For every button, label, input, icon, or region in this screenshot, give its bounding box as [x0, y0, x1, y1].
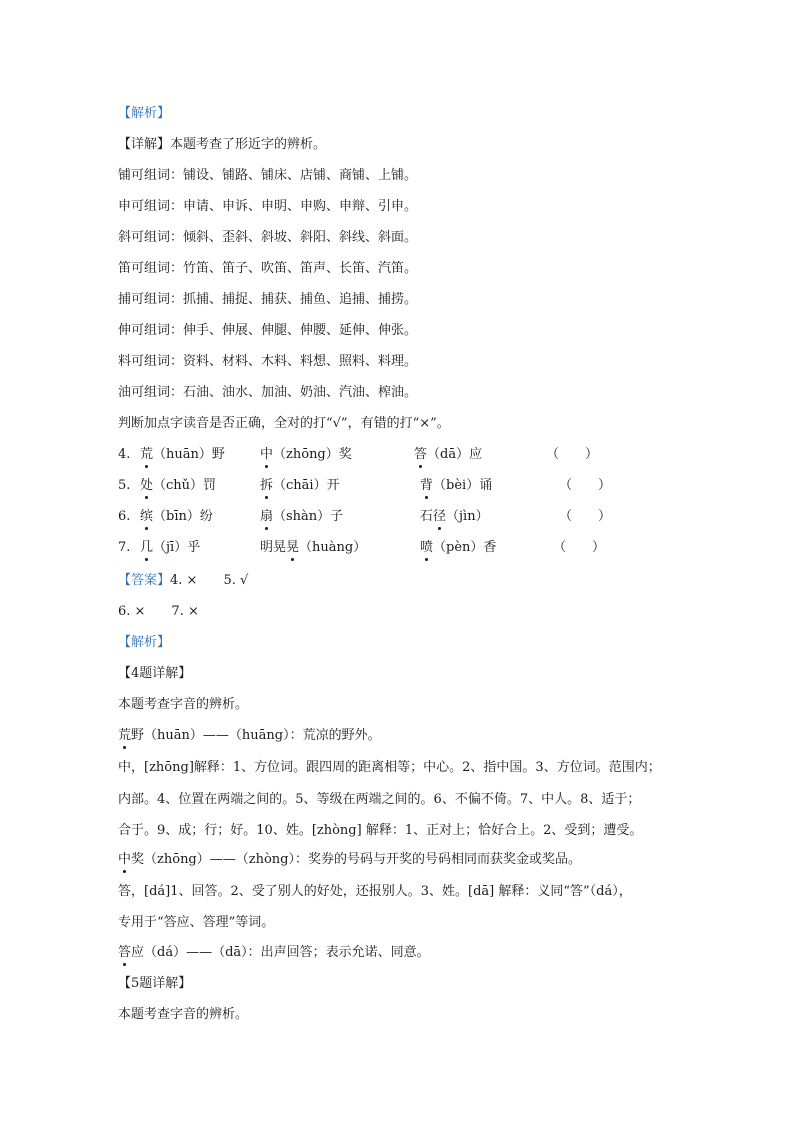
q5-intro: 本题考查字音的辨析。	[118, 1007, 249, 1022]
item-a: 处（chǔ）罚	[140, 478, 217, 493]
word-group-line: 申可组词：申请、申诉、申明、申购、申辩、引申。	[118, 199, 418, 214]
q4-intro: 本题考查字音的辨析。	[118, 697, 249, 712]
word-group-line: 料可组词：资料、材料、木料、料想、照料、料理。	[118, 354, 418, 369]
word-group-line: 铺可组词：铺设、铺路、铺床、店铺、商铺、上铺。	[118, 168, 418, 183]
explanation-zhongjiang: 中奖（zhōng）——（zhòng）：奖券的号码与开奖的号码相同而获奖金或奖品。	[118, 852, 582, 867]
answer-parentheses[interactable]: （ ）	[559, 509, 612, 524]
explanation-da-line: 答，[dá]1、回答。2、受了别人的好处，还报别人。3、姓。[dā] 解释：义同“答”（dá），	[118, 884, 632, 899]
answer-parentheses[interactable]: （ ）	[546, 447, 599, 462]
dotted-char: 中	[260, 447, 274, 462]
item-b: 中（zhōng）奖	[260, 447, 352, 462]
explanation-zhong-line: 内部。4、位置在两端之间的。5、等级在两端之间的。6、不偏不倚。7、中人。8、适于；	[118, 792, 641, 807]
question-number: 4.	[118, 447, 131, 462]
dotted-char: 径	[433, 509, 447, 524]
dotted-char: 晃	[286, 540, 300, 555]
explanation-daying: 答应（dá）——（dā）：出声回答；表示允诺、同意。	[118, 945, 430, 960]
item-c: 背（bèi）诵	[420, 478, 493, 493]
question-number: 5.	[118, 478, 131, 493]
item-a: 缤（bīn）纷	[140, 509, 213, 524]
q4-detail-heading: 【4题详解】	[118, 666, 192, 681]
answer-parentheses[interactable]: （ ）	[553, 540, 606, 555]
dotted-char: 答	[414, 447, 428, 462]
question-instruction: 判断加点字读音是否正确，全对的打“√”，有错的打“×”。	[118, 416, 450, 431]
dotted-char: 处	[140, 478, 154, 493]
explanation-da-line: 专用于“答应、答理”等词。	[118, 915, 275, 930]
detail-intro: 【详解】本题考查了形近字的辨析。	[118, 137, 327, 152]
item-c: 喷（pèn）香	[420, 540, 497, 555]
word-group-line: 捕可组词：抓捕、捕捉、捕获、捕鱼、追捕、捕捞。	[118, 292, 418, 307]
dotted-char: 拆	[260, 478, 274, 493]
explanation-huangye: 荒野（huān）——（huāng）：荒凉的野外。	[118, 728, 381, 743]
dotted-char: 答	[118, 945, 132, 960]
dotted-char: 中	[118, 852, 132, 867]
item-b: 扇（shàn）子	[260, 509, 344, 524]
answer-label: 【答案】	[118, 573, 171, 588]
explanation-zhong-line: 中，[zhōng]解释：1、方位词。跟四周的距离相等；中心。2、指中国。3、方位词。范围内；	[118, 760, 661, 775]
word-group-line: 斜可组词：倾斜、歪斜、斜坡、斜阳、斜线、斜面。	[118, 230, 418, 245]
word-group-line: 油可组词：石油、油水、加油、奶油、汽油、榨油。	[118, 385, 418, 400]
dotted-char: 缤	[140, 509, 154, 524]
answer-values: 4. × 5. √	[170, 573, 249, 588]
dotted-char: 背	[420, 478, 434, 493]
dotted-char: 荒	[118, 728, 132, 743]
explanation-zhong-line: 合于。9、成；行；好。10、姓。[zhòng] 解释：1、正对上；恰好合上。2、受到；遭受。	[118, 823, 643, 838]
answer-parentheses[interactable]: （ ）	[559, 478, 612, 493]
answer-line	[118, 573, 248, 589]
analysis-heading: 【解析】	[118, 106, 171, 121]
item-a: 荒（huān）野	[140, 447, 225, 462]
dotted-char: 几	[140, 540, 154, 555]
q5-detail-heading: 【5题详解】	[118, 976, 192, 991]
item-c: 石径（jìn）	[420, 509, 489, 524]
item-b: 明晃晃（huàng）	[260, 540, 367, 555]
dotted-char: 喷	[420, 540, 434, 555]
item-b: 拆（chāi）开	[260, 478, 340, 493]
item-a: 几（jī）乎	[140, 540, 201, 555]
question-number: 7.	[118, 540, 131, 555]
item-c: 答（dā）应	[414, 447, 483, 462]
answer-line-2: 6. × 7. ×	[118, 604, 199, 619]
dotted-char: 荒	[140, 447, 154, 462]
word-group-line: 伸可组词：伸手、伸展、伸腿、伸腰、延伸、伸张。	[118, 323, 418, 338]
question-number: 6.	[118, 509, 131, 524]
analysis-heading-2: 【解析】	[118, 635, 171, 650]
dotted-char: 扇	[260, 509, 274, 524]
word-group-line: 笛可组词：竹笛、笛子、吹笛、笛声、长笛、汽笛。	[118, 261, 418, 276]
